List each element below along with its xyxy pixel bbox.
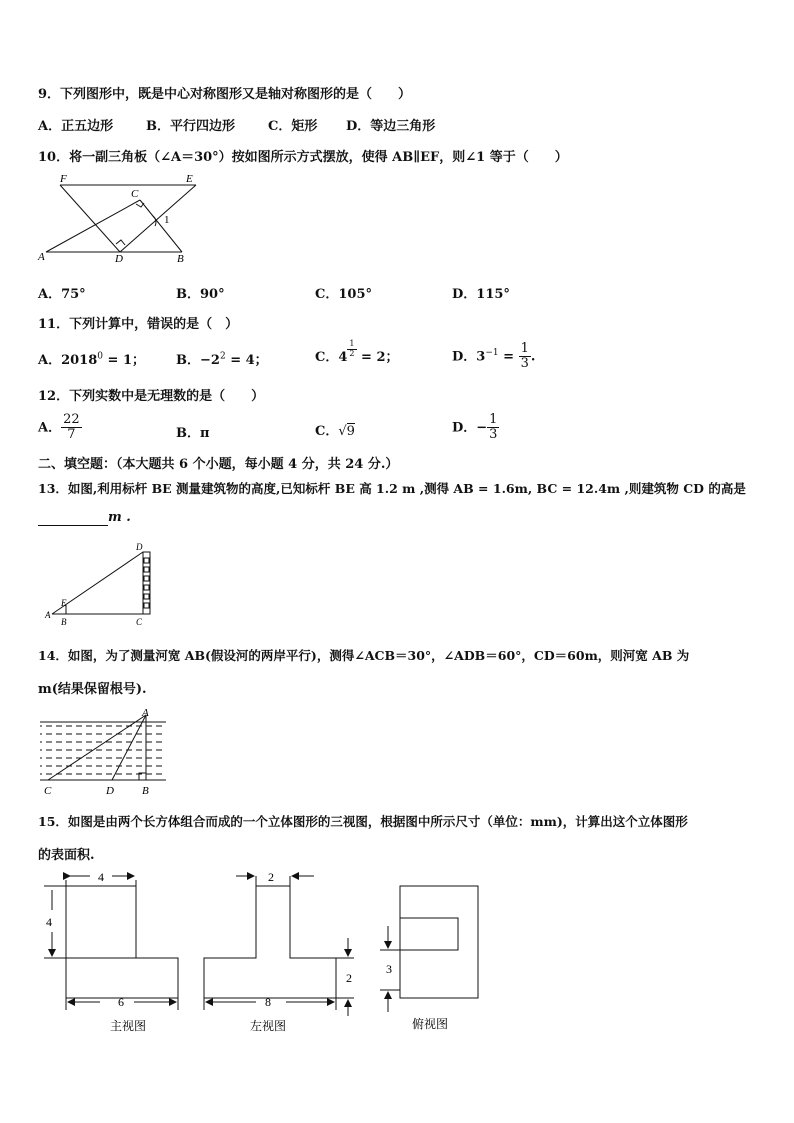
fig10-label-e: E bbox=[186, 173, 193, 185]
q13-answer-line bbox=[38, 510, 131, 526]
q12-d-den: 3 bbox=[489, 427, 498, 443]
top-side-dim: 3 bbox=[386, 962, 392, 976]
q12-option-a bbox=[38, 413, 82, 443]
fig10-label-f: F bbox=[60, 173, 67, 185]
q11-option-c bbox=[315, 339, 399, 367]
q10-option-b: B．90° bbox=[176, 287, 225, 302]
q13-blank bbox=[38, 510, 108, 526]
sqrt-icon: √ bbox=[338, 424, 347, 439]
q11-b-base: B．−2 bbox=[176, 353, 220, 368]
fig14-label-a: A bbox=[142, 707, 149, 719]
q12-d-fraction bbox=[487, 413, 499, 443]
left-bottom-dim: 8 bbox=[265, 995, 271, 1009]
front-view-outline bbox=[66, 886, 178, 998]
q11-option-b bbox=[176, 349, 268, 368]
q9-stem: 9．下列图形中，既是中心对称图形又是轴对称图形的是（ ） bbox=[38, 87, 412, 102]
fig10-label-1: 1 bbox=[164, 214, 170, 226]
section-2-heading: 二、填空题：（本大题共 6 个小题，每小题 4 分，共 24 分.） bbox=[38, 457, 399, 472]
q12-d-num: 1 bbox=[489, 412, 498, 427]
left-side-dim: 2 bbox=[346, 971, 352, 985]
q11-c-base: C．4 bbox=[315, 350, 348, 365]
top-view-caption: 俯视图 bbox=[412, 1017, 449, 1031]
q12-d-label: D．− bbox=[452, 420, 488, 436]
q15-stem-2: 的表面积. bbox=[38, 848, 95, 863]
q11-d-fraction bbox=[519, 342, 531, 372]
q10-option-d: D．115° bbox=[452, 287, 510, 302]
q12-option-c bbox=[315, 420, 355, 439]
q11-d-den: 3 bbox=[520, 356, 529, 372]
fig13-label-c: C bbox=[136, 617, 143, 627]
front-bottom-dim: 6 bbox=[118, 995, 124, 1009]
q11-a-exp: 0 bbox=[97, 351, 104, 362]
left-view-caption: 左视图 bbox=[250, 1019, 287, 1033]
q12-a-label: A． bbox=[38, 420, 62, 436]
q12-c-radicand: 9 bbox=[346, 424, 355, 439]
top-view-inner bbox=[400, 918, 458, 950]
q11-c-exp-num: 1 bbox=[349, 339, 355, 349]
q11-c-rest: = 2； bbox=[356, 350, 399, 365]
q12-stem: 12．下列实数中是无理数的是（ ） bbox=[38, 389, 265, 404]
q11-d-num: 1 bbox=[520, 341, 529, 356]
fig10-label-b: B bbox=[177, 253, 184, 265]
front-view-caption: 主视图 bbox=[110, 1019, 147, 1033]
fig13-label-d: D bbox=[136, 542, 143, 552]
q13-unit: m . bbox=[108, 510, 131, 525]
fig13-label-a: A bbox=[45, 610, 51, 620]
q9-option-c: C．矩形 bbox=[268, 119, 318, 134]
q11-c-exp-fraction bbox=[347, 340, 356, 359]
fig10-label-d: D bbox=[115, 253, 123, 265]
q10-triangle-figure bbox=[36, 172, 206, 266]
q12-a-den: 7 bbox=[67, 427, 76, 443]
q12-a-fraction bbox=[61, 413, 82, 443]
q9-option-b: B．平行四边形 bbox=[146, 119, 235, 134]
fig10-label-a: A bbox=[38, 251, 45, 263]
q11-c-exp-den: 2 bbox=[349, 349, 355, 358]
q11-d-base: D．3 bbox=[452, 349, 486, 365]
q11-b-rest: = 4； bbox=[225, 353, 268, 368]
q11-b-exp: 2 bbox=[219, 351, 226, 362]
q11-d-rest: = bbox=[498, 349, 519, 365]
q10-stem: 10．将一副三角板（∠A＝30°）按如图所示方式摆放，使得 AB∥EF，则∠1 等于（ ） bbox=[38, 150, 568, 165]
q11-a-rest: = 1； bbox=[103, 353, 146, 368]
q12-option-b: B．π bbox=[176, 426, 210, 441]
q14-river-figure bbox=[36, 706, 171, 798]
fig14-label-b: B bbox=[142, 785, 149, 797]
fig13-label-b: B bbox=[61, 617, 67, 627]
q11-d-exp: −1 bbox=[485, 347, 499, 358]
q11-d-end: . bbox=[530, 349, 536, 365]
q10-option-a: A．75° bbox=[38, 287, 86, 302]
q11-a-base: A．2018 bbox=[38, 353, 98, 368]
fig14-label-d: D bbox=[106, 785, 114, 797]
q11-option-d bbox=[452, 342, 535, 372]
q12-option-d bbox=[452, 413, 499, 443]
q9-option-d: D．等边三角形 bbox=[346, 119, 436, 134]
q11-option-a bbox=[38, 349, 145, 368]
front-top-dim: 4 bbox=[98, 870, 104, 884]
q15-three-views-figure bbox=[30, 860, 490, 1040]
fig13-label-e: E bbox=[61, 598, 67, 608]
q10-option-c: C．105° bbox=[315, 287, 372, 302]
q14-stem: 14．如图，为了测量河宽 AB(假设河的两岸平行)，测得∠ACB＝30°，∠ADB＝60°，CD＝60m，则河宽 AB 为 bbox=[38, 648, 690, 663]
q15-stem: 15．如图是由两个长方体组合而成的一个立体图形的三视图，根据图中所示尺寸（单位：mm)，计算出这个立体图形 bbox=[38, 814, 688, 829]
q11-stem: 11．下列计算中，错误的是（ ） bbox=[38, 317, 239, 332]
q14-stem-2: m(结果保留根号). bbox=[38, 682, 147, 697]
q13-building-figure bbox=[44, 540, 164, 628]
top-view-outer bbox=[400, 886, 478, 998]
q9-option-a: A．正五边形 bbox=[38, 119, 114, 134]
q12-c-label: C． bbox=[315, 424, 339, 439]
fig10-label-c: C bbox=[131, 188, 139, 200]
left-view-outline bbox=[204, 886, 336, 998]
fig14-label-c: C bbox=[44, 785, 52, 797]
q12-a-num: 22 bbox=[63, 412, 80, 427]
left-top-dim: 2 bbox=[268, 870, 274, 884]
q13-stem: 13．如图,利用标杆 BE 测量建筑物的高度,已知标杆 BE 高 1.2 m ,测得 AB = 1.6m, BC = 12.4m ,则建筑物 CD 的高是 bbox=[38, 481, 746, 496]
front-side-dim: 4 bbox=[46, 915, 52, 929]
